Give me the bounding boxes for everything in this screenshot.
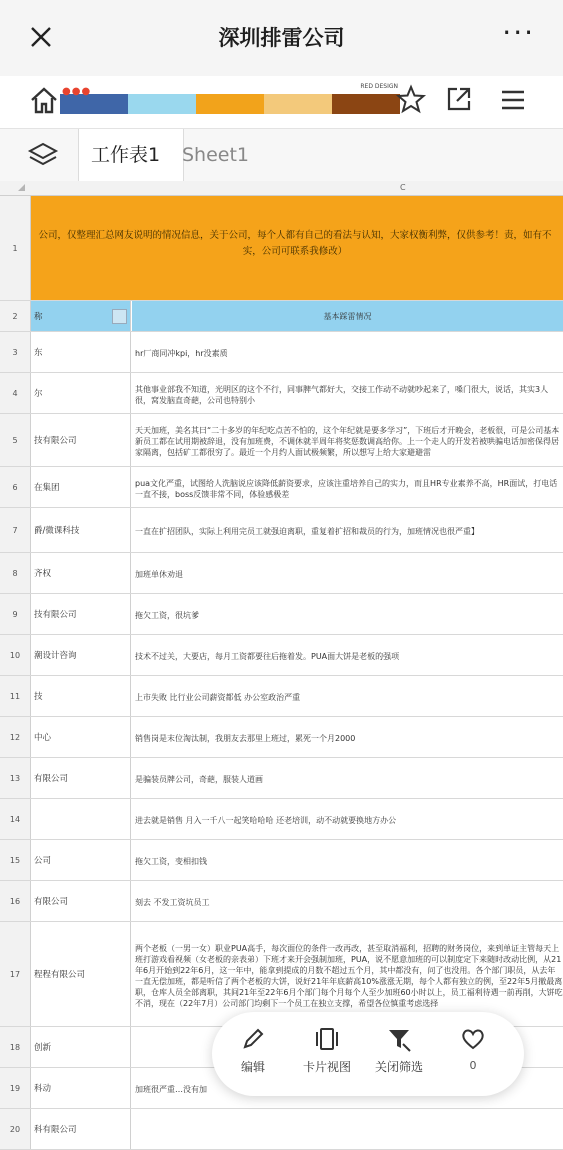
table-row[interactable] xyxy=(0,373,563,414)
site-banner xyxy=(60,83,400,114)
share-icon[interactable] xyxy=(446,86,472,112)
description-cell[interactable]: pua文化严重，试图给人洗脑说应该降低薪资要求，应该注重培养自己的实力，而且HR专业素养不高，HR面试，打电话一直不接，boss反馈非常不同，体验感极差 xyxy=(135,478,558,499)
row-number[interactable]: 18 xyxy=(0,1027,31,1067)
table-row[interactable] xyxy=(0,467,563,508)
home-icon[interactable] xyxy=(28,84,60,116)
row-number[interactable]: 5 xyxy=(0,414,31,466)
company-cell[interactable]: 尔 xyxy=(31,373,131,413)
banner-segment xyxy=(128,94,196,114)
edit-button[interactable] xyxy=(218,1026,288,1075)
company-cell[interactable]: 潮设计咨询 xyxy=(31,635,131,675)
company-cell[interactable]: 创新 xyxy=(31,1027,131,1067)
tab-worksheet1[interactable]: 工作表1 xyxy=(78,129,184,181)
row-number[interactable]: 12 xyxy=(0,717,31,757)
row-number[interactable]: 17 xyxy=(0,922,31,1026)
table-row[interactable] xyxy=(0,1109,563,1150)
banner-dots: ●●● xyxy=(62,86,92,97)
company-column-header[interactable]: 称 xyxy=(31,301,131,331)
table-row[interactable] xyxy=(0,508,563,553)
row-number[interactable]: 20 xyxy=(0,1109,31,1149)
company-cell[interactable]: 公司 xyxy=(31,840,131,880)
table-row[interactable] xyxy=(0,676,563,717)
row-number[interactable]: 9 xyxy=(0,594,31,634)
layers-icon[interactable] xyxy=(28,141,58,169)
company-cell[interactable]: 齐权 xyxy=(31,553,131,593)
row-number[interactable]: 19 xyxy=(0,1068,31,1108)
like-count: 0 xyxy=(469,1059,477,1072)
star-icon[interactable] xyxy=(396,84,426,114)
company-cell[interactable]: 科动 xyxy=(31,1068,131,1108)
row-number[interactable]: 10 xyxy=(0,635,31,675)
company-cell[interactable] xyxy=(31,799,131,839)
table-row[interactable] xyxy=(0,594,563,635)
filter-icon[interactable] xyxy=(112,309,127,324)
company-cell[interactable]: 有限公司 xyxy=(31,881,131,921)
row-number[interactable]: 7 xyxy=(0,508,31,552)
table-row[interactable] xyxy=(0,332,563,373)
banner-segment xyxy=(60,94,128,114)
description-cell[interactable]: 是骗装员牌公司，奇葩，服装人道画 xyxy=(135,775,263,784)
banner-segment xyxy=(264,94,332,114)
sheet-tabs-bar xyxy=(0,128,563,182)
row-number[interactable]: 14 xyxy=(0,799,31,839)
tab-sheet1[interactable]: Sheet1 xyxy=(182,144,250,166)
like-button[interactable] xyxy=(438,1026,508,1072)
description-cell[interactable]: 一直在扩招团队，实际上利用完员工就强迫离职，重复着扩招和裁员的行为，加班情况也很严重】 xyxy=(135,527,479,536)
pencil-icon xyxy=(240,1026,266,1052)
description-cell[interactable]: 其他事业部我不知道，光明区的这个不行，同事脾气都好大，交接工作动不动就吵起来了，嗓门很大，说话，其实3人很，窝发脑直奇葩，公司也特别小 xyxy=(135,384,549,405)
card-view-icon xyxy=(314,1026,340,1052)
table-row[interactable] xyxy=(0,635,563,676)
description-cell[interactable]: 加班很严重…没有加 xyxy=(135,1085,207,1094)
heart-icon xyxy=(460,1026,486,1052)
edit-label: 编辑 xyxy=(240,1060,265,1074)
description-cell[interactable]: 进去就是销售 月入一千八一起笑哈哈哈 还老培训，动不动就要换地方办公 xyxy=(135,816,397,825)
row-number[interactable]: 8 xyxy=(0,553,31,593)
table-row[interactable] xyxy=(0,881,563,922)
company-cell[interactable]: 爵/微课科技 xyxy=(31,508,131,552)
filter-off-icon xyxy=(386,1026,412,1052)
company-cell[interactable]: 技有限公司 xyxy=(31,594,131,634)
company-cell[interactable]: 中心 xyxy=(31,717,131,757)
close-filter-label: 关闭筛选 xyxy=(374,1060,423,1074)
description-cell[interactable]: 天天加班，美名其曰“二十多岁的年纪吃点苦不怕的，这个年纪就是要多学习”，下班后才开晚会，老板很，可是公司基本新员工都在试用期被辞退，没有加班费，不调休就半周年将奖惩数调高给你。上一个走人的开发若被哄骗电话加密保得居家隔离，包括矿工都很穷了。最近一个月约人面试极频繁，所以想写上给大家避避雷 xyxy=(135,426,560,457)
description-cell[interactable]: 上市失败 比行业公司薪资都低 办公室政治严重 xyxy=(135,693,301,702)
company-cell[interactable]: 在集团 xyxy=(31,467,131,507)
description-cell[interactable]: 刻去 不发工资坑员工 xyxy=(135,898,210,907)
table-row[interactable] xyxy=(0,196,563,301)
header-note-cell[interactable]: 公司，仅整理汇总网友说明的情况信息，关于公司，每个人都有自己的看法与认知，大家权衡利弊，仅供参考！责，如有不实，公司可联系我修改） xyxy=(31,196,563,300)
menu-icon[interactable] xyxy=(500,88,526,112)
description-column-header[interactable]: 基本踩雷情况 xyxy=(132,301,563,331)
row-number[interactable]: 13 xyxy=(0,758,31,798)
description-cell[interactable]: 销售岗是末位淘汰制，我朋友去那里上班过，累死一个月2000 xyxy=(135,734,356,743)
row-number[interactable]: 3 xyxy=(0,332,31,372)
select-all-corner[interactable] xyxy=(18,184,25,191)
table-row[interactable] xyxy=(0,840,563,881)
banner-segment xyxy=(332,94,400,114)
description-cell[interactable]: 拖欠工资，变相扣钱 xyxy=(135,857,207,866)
company-cell[interactable]: 程程有限公司 xyxy=(31,922,131,1026)
table-header-row[interactable] xyxy=(0,301,563,332)
row-number[interactable]: 11 xyxy=(0,676,31,716)
description-cell[interactable]: 加班单休劝退 xyxy=(135,570,183,579)
description-cell[interactable] xyxy=(132,1109,563,1149)
column-header-row xyxy=(0,181,563,196)
row-number[interactable]: 4 xyxy=(0,373,31,413)
column-header-c[interactable]: C xyxy=(400,183,406,192)
title-bar xyxy=(0,0,563,76)
company-cell[interactable]: 技 xyxy=(31,676,131,716)
company-cell[interactable]: 技有限公司 xyxy=(31,414,131,466)
description-cell[interactable]: 两个老板（一男一女）职业PUA高手，每次面位的条件一改再改，甚至取消福利，招聘的财务岗位，来到单证主管每天上班打游戏看视频（女老板的亲表弟）下班才来开会强制加班，PUA，说不愿意加班的可以制度定下来随时改动比例，从21年6月开始到22年6月，这一年中，能拿到提成的月数不超过五个月，其中都没有，问了也没用。各个部门职员，从去年一直无偿加班，都是听信了两个老板的大饼，说好21年年底薪高10%涨涨无期，每个人都有独立的例，至22年5月撤最离职，仓库人员全部离职，其间21年至22年6月个部门每个月每个人至少加班60小时以上，员工福利待遇一前再削，大饼吃不消，现在（22年7月）公司部门均剩下一个员工在独立支撑，希望各位慎重考虑选择 xyxy=(135,943,563,1008)
row-number[interactable]: 16 xyxy=(0,881,31,921)
banner-tag: RED DESIGN xyxy=(360,83,398,90)
window-title: 深圳排雷公司 xyxy=(218,26,345,50)
close-filter-button[interactable] xyxy=(364,1026,434,1075)
table-row[interactable] xyxy=(0,717,563,758)
card-view-label: 卡片视图 xyxy=(302,1060,351,1074)
company-cell[interactable]: 科有限公司 xyxy=(31,1109,131,1149)
description-cell[interactable]: 拖欠工资，很坑爹 xyxy=(135,611,199,620)
banner-segment xyxy=(196,94,264,114)
table-row[interactable] xyxy=(0,799,563,840)
table-row[interactable] xyxy=(0,553,563,594)
more-options-icon[interactable]: ··· xyxy=(502,16,535,49)
row-number[interactable]: 6 xyxy=(0,467,31,507)
browser-toolbar xyxy=(0,76,563,128)
table-row[interactable] xyxy=(0,414,563,467)
description-cell[interactable]: hr厂商同冲kpi，hr没素质 xyxy=(135,349,228,358)
floating-action-bar xyxy=(212,1012,524,1096)
company-cell[interactable]: 东 xyxy=(31,332,131,372)
company-cell[interactable]: 有限公司 xyxy=(31,758,131,798)
row-number[interactable]: 1 xyxy=(0,196,31,300)
description-cell[interactable]: 技术不过关，大要店，每月工资都要往后拖着发。PUA面大饼是老板的强项 xyxy=(135,652,400,661)
table-row[interactable] xyxy=(0,758,563,799)
spreadsheet-grid[interactable] xyxy=(0,181,563,1135)
row-number[interactable]: 15 xyxy=(0,840,31,880)
row-number[interactable]: 2 xyxy=(0,301,31,331)
card-view-button[interactable] xyxy=(292,1026,362,1075)
